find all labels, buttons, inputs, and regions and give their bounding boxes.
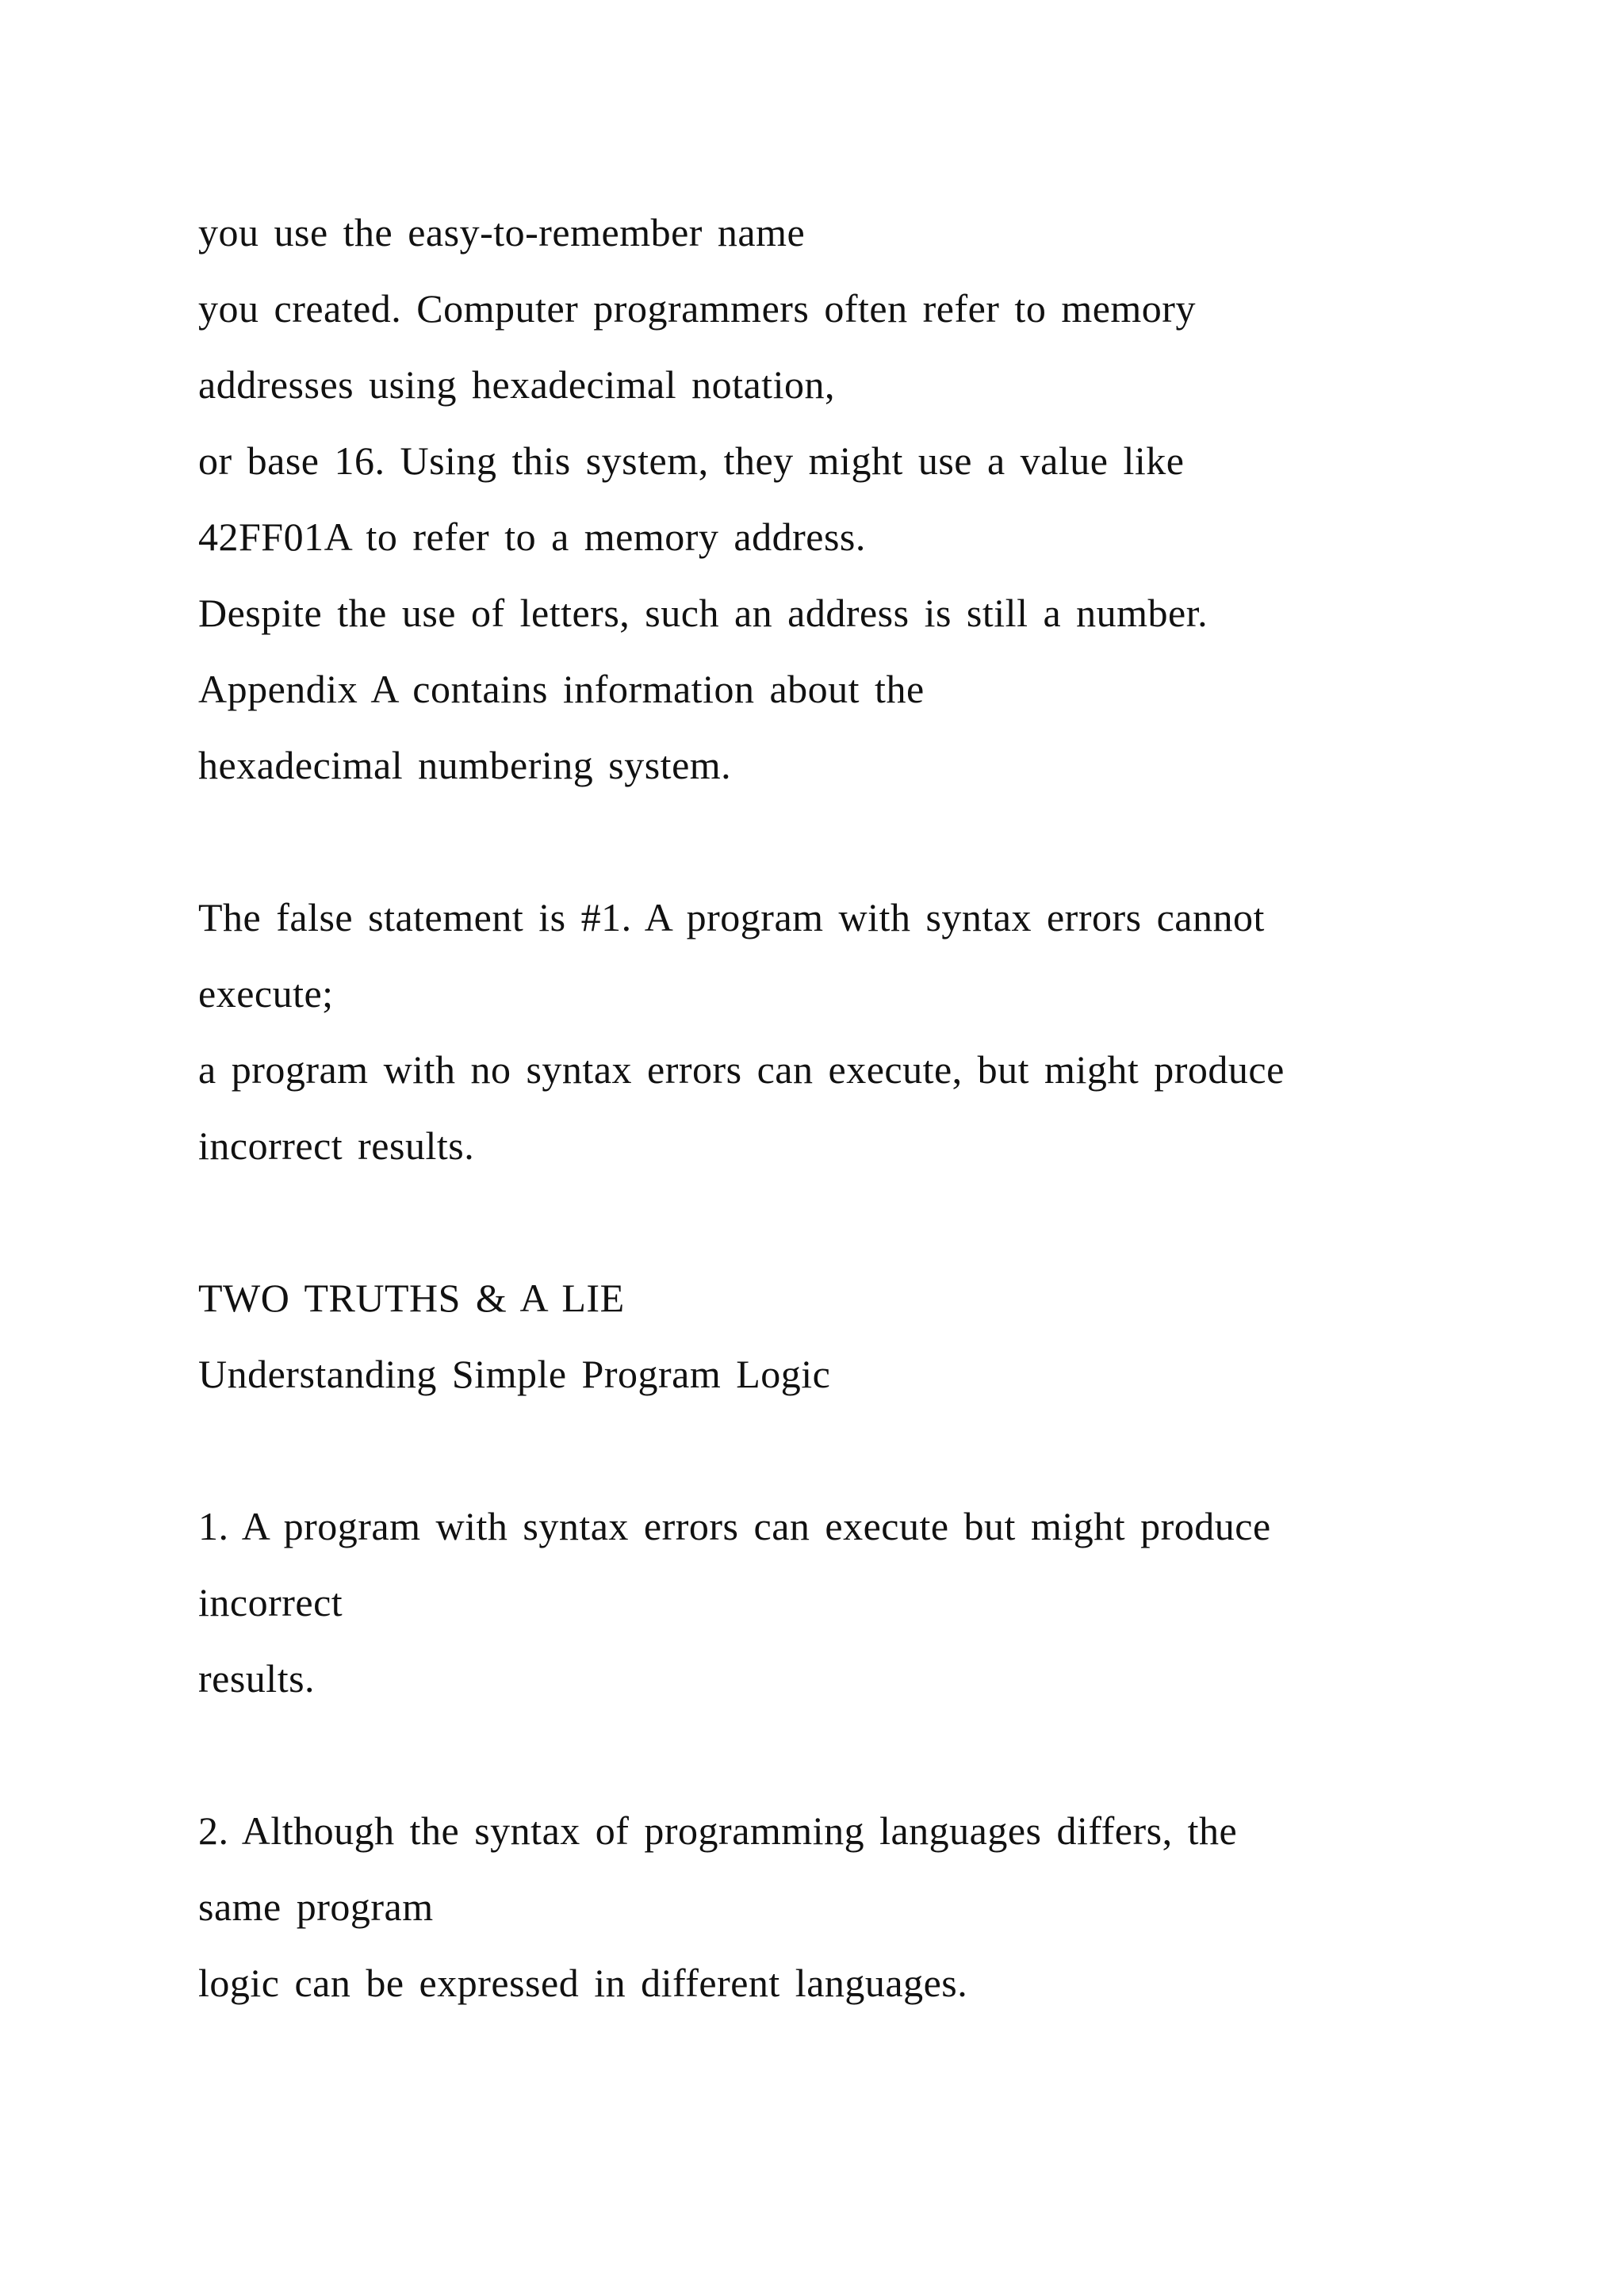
text-line: hexadecimal numbering system.: [198, 743, 732, 787]
text-line: you use the easy-to-remember name: [198, 210, 806, 254]
blank-line: [198, 1412, 1546, 1488]
text-line: a program with no syntax errors can execute, but might produce: [198, 1047, 1285, 1092]
text-line: you created. Computer programmers often refer to memory: [198, 286, 1196, 331]
document-body: [198, 194, 1546, 2021]
blank-line: [198, 803, 1546, 879]
text-line: or base 16. Using this system, they might use a value like: [198, 438, 1185, 483]
blank-line: [198, 1184, 1546, 1260]
text-line: Appendix A contains information about the: [198, 667, 925, 711]
text-line: results.: [198, 1656, 316, 1701]
text-line: execute;: [198, 971, 334, 1016]
section-subheading: Understanding Simple Program Logic: [198, 1352, 831, 1396]
text-line: addresses using hexadecimal notation,: [198, 362, 835, 407]
blank-line: [198, 1716, 1546, 1793]
text-line: 42FF01A to refer to a memory address.: [198, 515, 866, 559]
text-line: The false statement is #1. A program with syntax errors cannot: [198, 895, 1265, 939]
section-heading: TWO TRUTHS & A LIE: [198, 1276, 625, 1320]
text-line: incorrect results.: [198, 1123, 475, 1168]
text-line: incorrect: [198, 1580, 343, 1624]
text-line: logic can be expressed in different languages.: [198, 1961, 968, 2005]
text-line: Despite the use of letters, such an address is still a number.: [198, 591, 1208, 635]
text-line: 2. Although the syntax of programming languages differs, the: [198, 1808, 1238, 1853]
text-line: same program: [198, 1885, 434, 1929]
text-line: 1. A program with syntax errors can execute but might produce: [198, 1504, 1271, 1548]
